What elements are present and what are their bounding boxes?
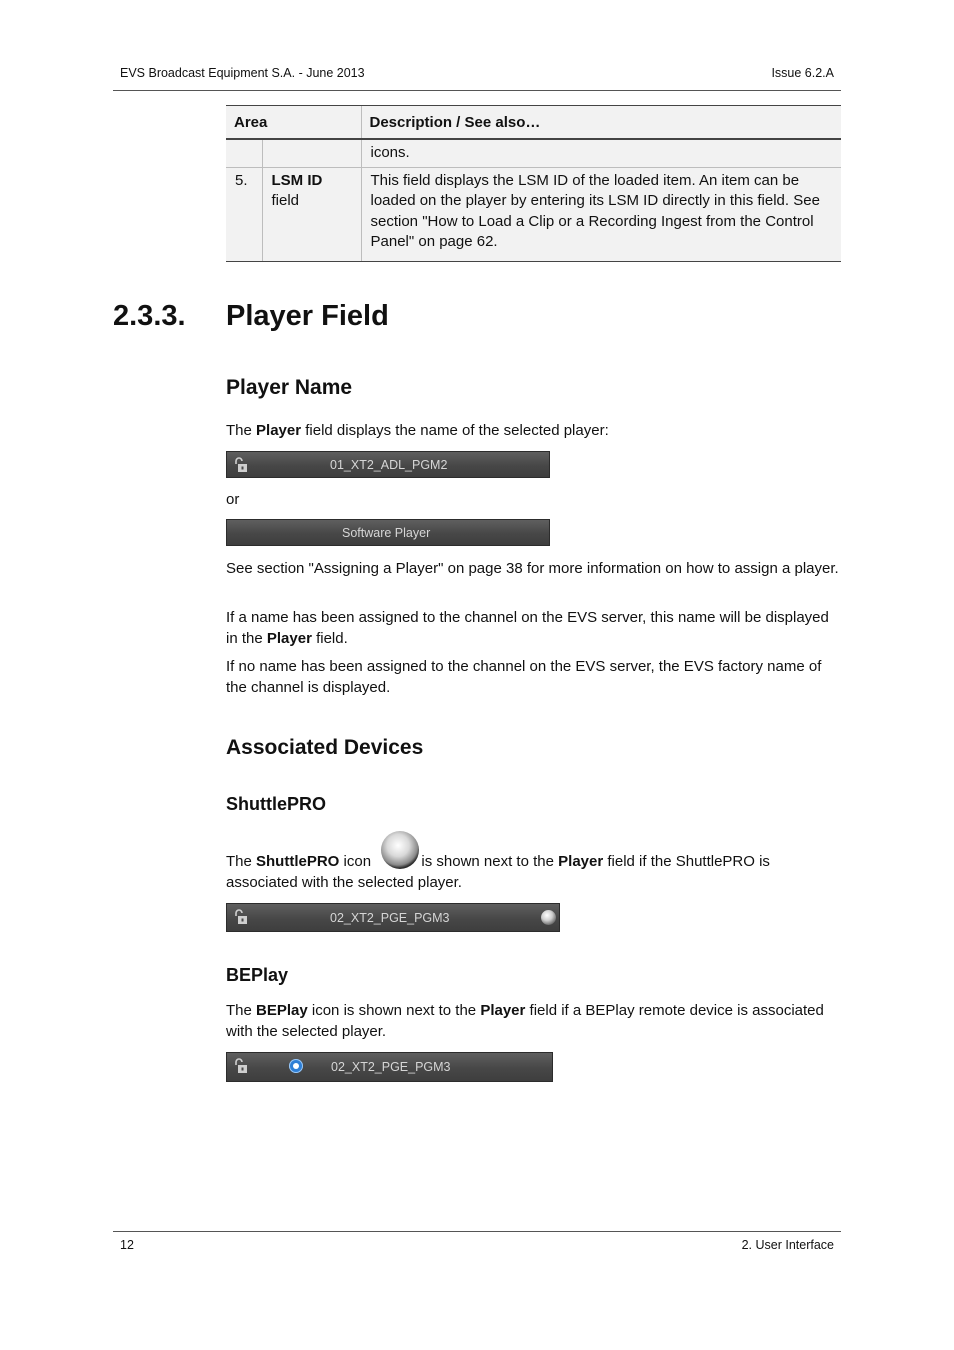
beplay-player-label: 02_XT2_PGE_PGM3 [331, 1060, 451, 1074]
table-cell-desc: This field displays the LSM ID of the loaded item. An item can be loaded on the player by entering its LSM ID directly in this field. See section "How to Load a Clip or a Recording Ingest from the Control Panel" on page 62. [361, 167, 841, 261]
or-text: or [226, 491, 240, 508]
table-cell-name-sub: field [271, 192, 300, 209]
name-assigned-text: If a name has been assigned to the channel on the EVS server, this name will be displayed in the Player field. [226, 609, 829, 647]
table-header-row [226, 106, 841, 140]
unlock-icon [233, 909, 249, 925]
header-rule [113, 90, 841, 91]
table-cell-num: 5. [226, 167, 262, 261]
table-header-description: Description / See also… [361, 106, 841, 140]
shuttlepro-small-icon [541, 910, 556, 925]
unlock-icon [233, 1058, 249, 1074]
footer-chapter: 2. User Interface [741, 1238, 834, 1252]
shuttlepro-knob-icon [381, 831, 419, 869]
software-player-bar[interactable] [226, 519, 550, 546]
table-cell-desc: icons. [361, 139, 841, 167]
associated-devices-heading: Associated Devices [226, 736, 424, 759]
page-number: 12 [120, 1238, 134, 1252]
area-table [226, 105, 841, 262]
footer-rule [113, 1231, 841, 1232]
no-name-text: If no name has been assigned to the channel on the EVS server, the EVS factory name of the channel is displayed. [226, 658, 822, 696]
player-field-bar[interactable] [226, 451, 550, 478]
shuttlepro-player-bar[interactable] [226, 903, 560, 932]
section-title: Player Field [226, 300, 389, 332]
player-name-heading: Player Name [226, 376, 353, 399]
shuttlepro-heading: ShuttlePRO [226, 794, 327, 814]
table-cell-name-bold: LSM ID [271, 171, 323, 189]
table-header-area: Area [226, 106, 361, 140]
unlock-icon [233, 457, 249, 473]
header-left: EVS Broadcast Equipment S.A. - June 2013 [120, 66, 365, 80]
beplay-player-bar[interactable] [226, 1052, 553, 1082]
table-cell-name [262, 167, 361, 261]
shuttlepro-text: The ShuttlePRO icon is shown next to the Player field if the ShuttlePRO is associated with the selected player. [226, 853, 770, 891]
player-name-intro: The Player field displays the name of the selected player: [226, 422, 609, 439]
player-field-label: 01_XT2_ADL_PGM2 [330, 458, 448, 472]
assign-player-text: See section "Assigning a Player" on page 38 for more information on how to assign a player. [226, 560, 839, 577]
header-right: Issue 6.2.A [771, 66, 834, 80]
beplay-heading: BEPlay [226, 965, 289, 985]
beplay-text: The BEPlay icon is shown next to the Player field if a BEPlay remote device is associated with the selected player. [226, 1002, 824, 1040]
table-row [226, 139, 841, 167]
shuttlepro-player-label: 02_XT2_PGE_PGM3 [330, 911, 450, 925]
beplay-icon [289, 1059, 303, 1073]
table-cell-name [262, 139, 361, 167]
table-cell-num [226, 139, 262, 167]
section-heading [113, 300, 389, 333]
software-player-label: Software Player [342, 526, 431, 540]
table-row [226, 167, 841, 261]
section-number: 2.3.3. [113, 300, 186, 332]
